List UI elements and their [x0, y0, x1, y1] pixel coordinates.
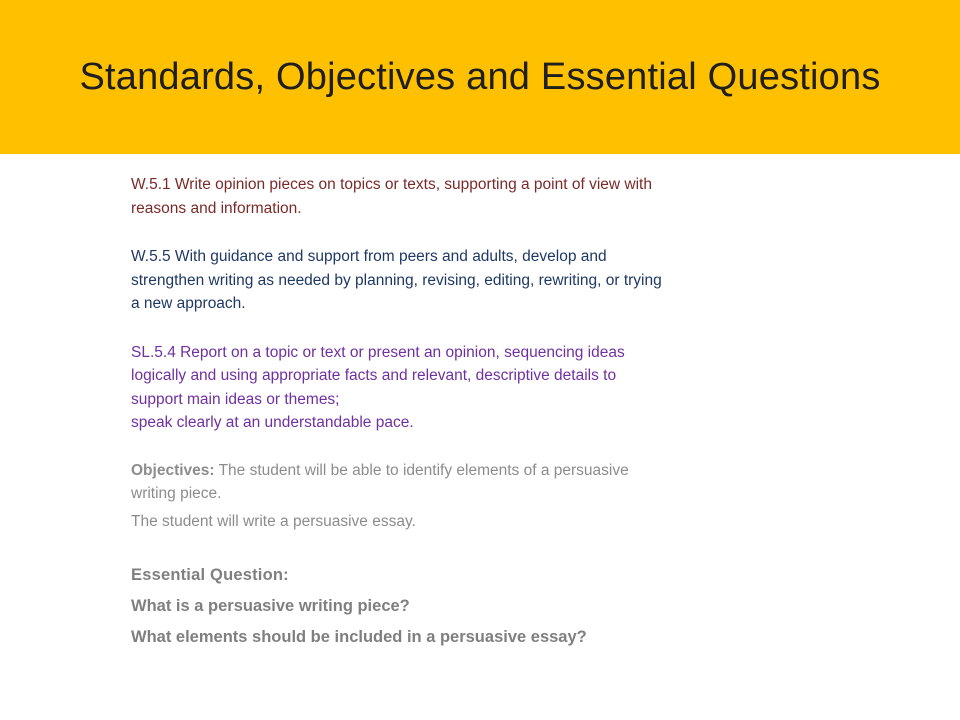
objective-1-text: The student will be able to identify elements of a persuasive writing piece. — [131, 461, 629, 502]
standard-sl-5-4-text: SL.5.4 Report on a topic or text or present an opinion, sequencing ideas logically and using appropriate facts and relevant, descriptive details to support main ideas or themes; — [131, 343, 625, 408]
standard-sl-5-4 — [131, 341, 671, 435]
essential-question-heading: Essential Question: — [131, 566, 289, 584]
standard-w-5-5: W.5.5 With guidance and support from peers and adults, develop and strengthen writing as needed by planning, revising, editing, rewriting, or trying a new approach. — [131, 248, 662, 312]
essential-question-1: What is a persuasive writing piece? — [131, 597, 410, 615]
standard-sl-5-4-continuation: speak clearly at an understandable pace. — [131, 414, 414, 431]
essential-question-section — [131, 560, 671, 653]
objectives-section — [131, 459, 671, 534]
objective-1 — [131, 459, 671, 506]
standard-w-5-1: W.5.1 Write opinion pieces on topics or texts, supporting a point of view with reasons and information. — [131, 176, 652, 217]
essential-question-2: What elements should be included in a persuasive essay? — [131, 628, 587, 646]
objective-2: The student will write a persuasive essay. — [131, 512, 416, 530]
objectives-label: Objectives: — [131, 461, 215, 479]
slide-content — [131, 173, 671, 653]
slide-title: Standards, Objectives and Essential Questions — [79, 56, 881, 98]
